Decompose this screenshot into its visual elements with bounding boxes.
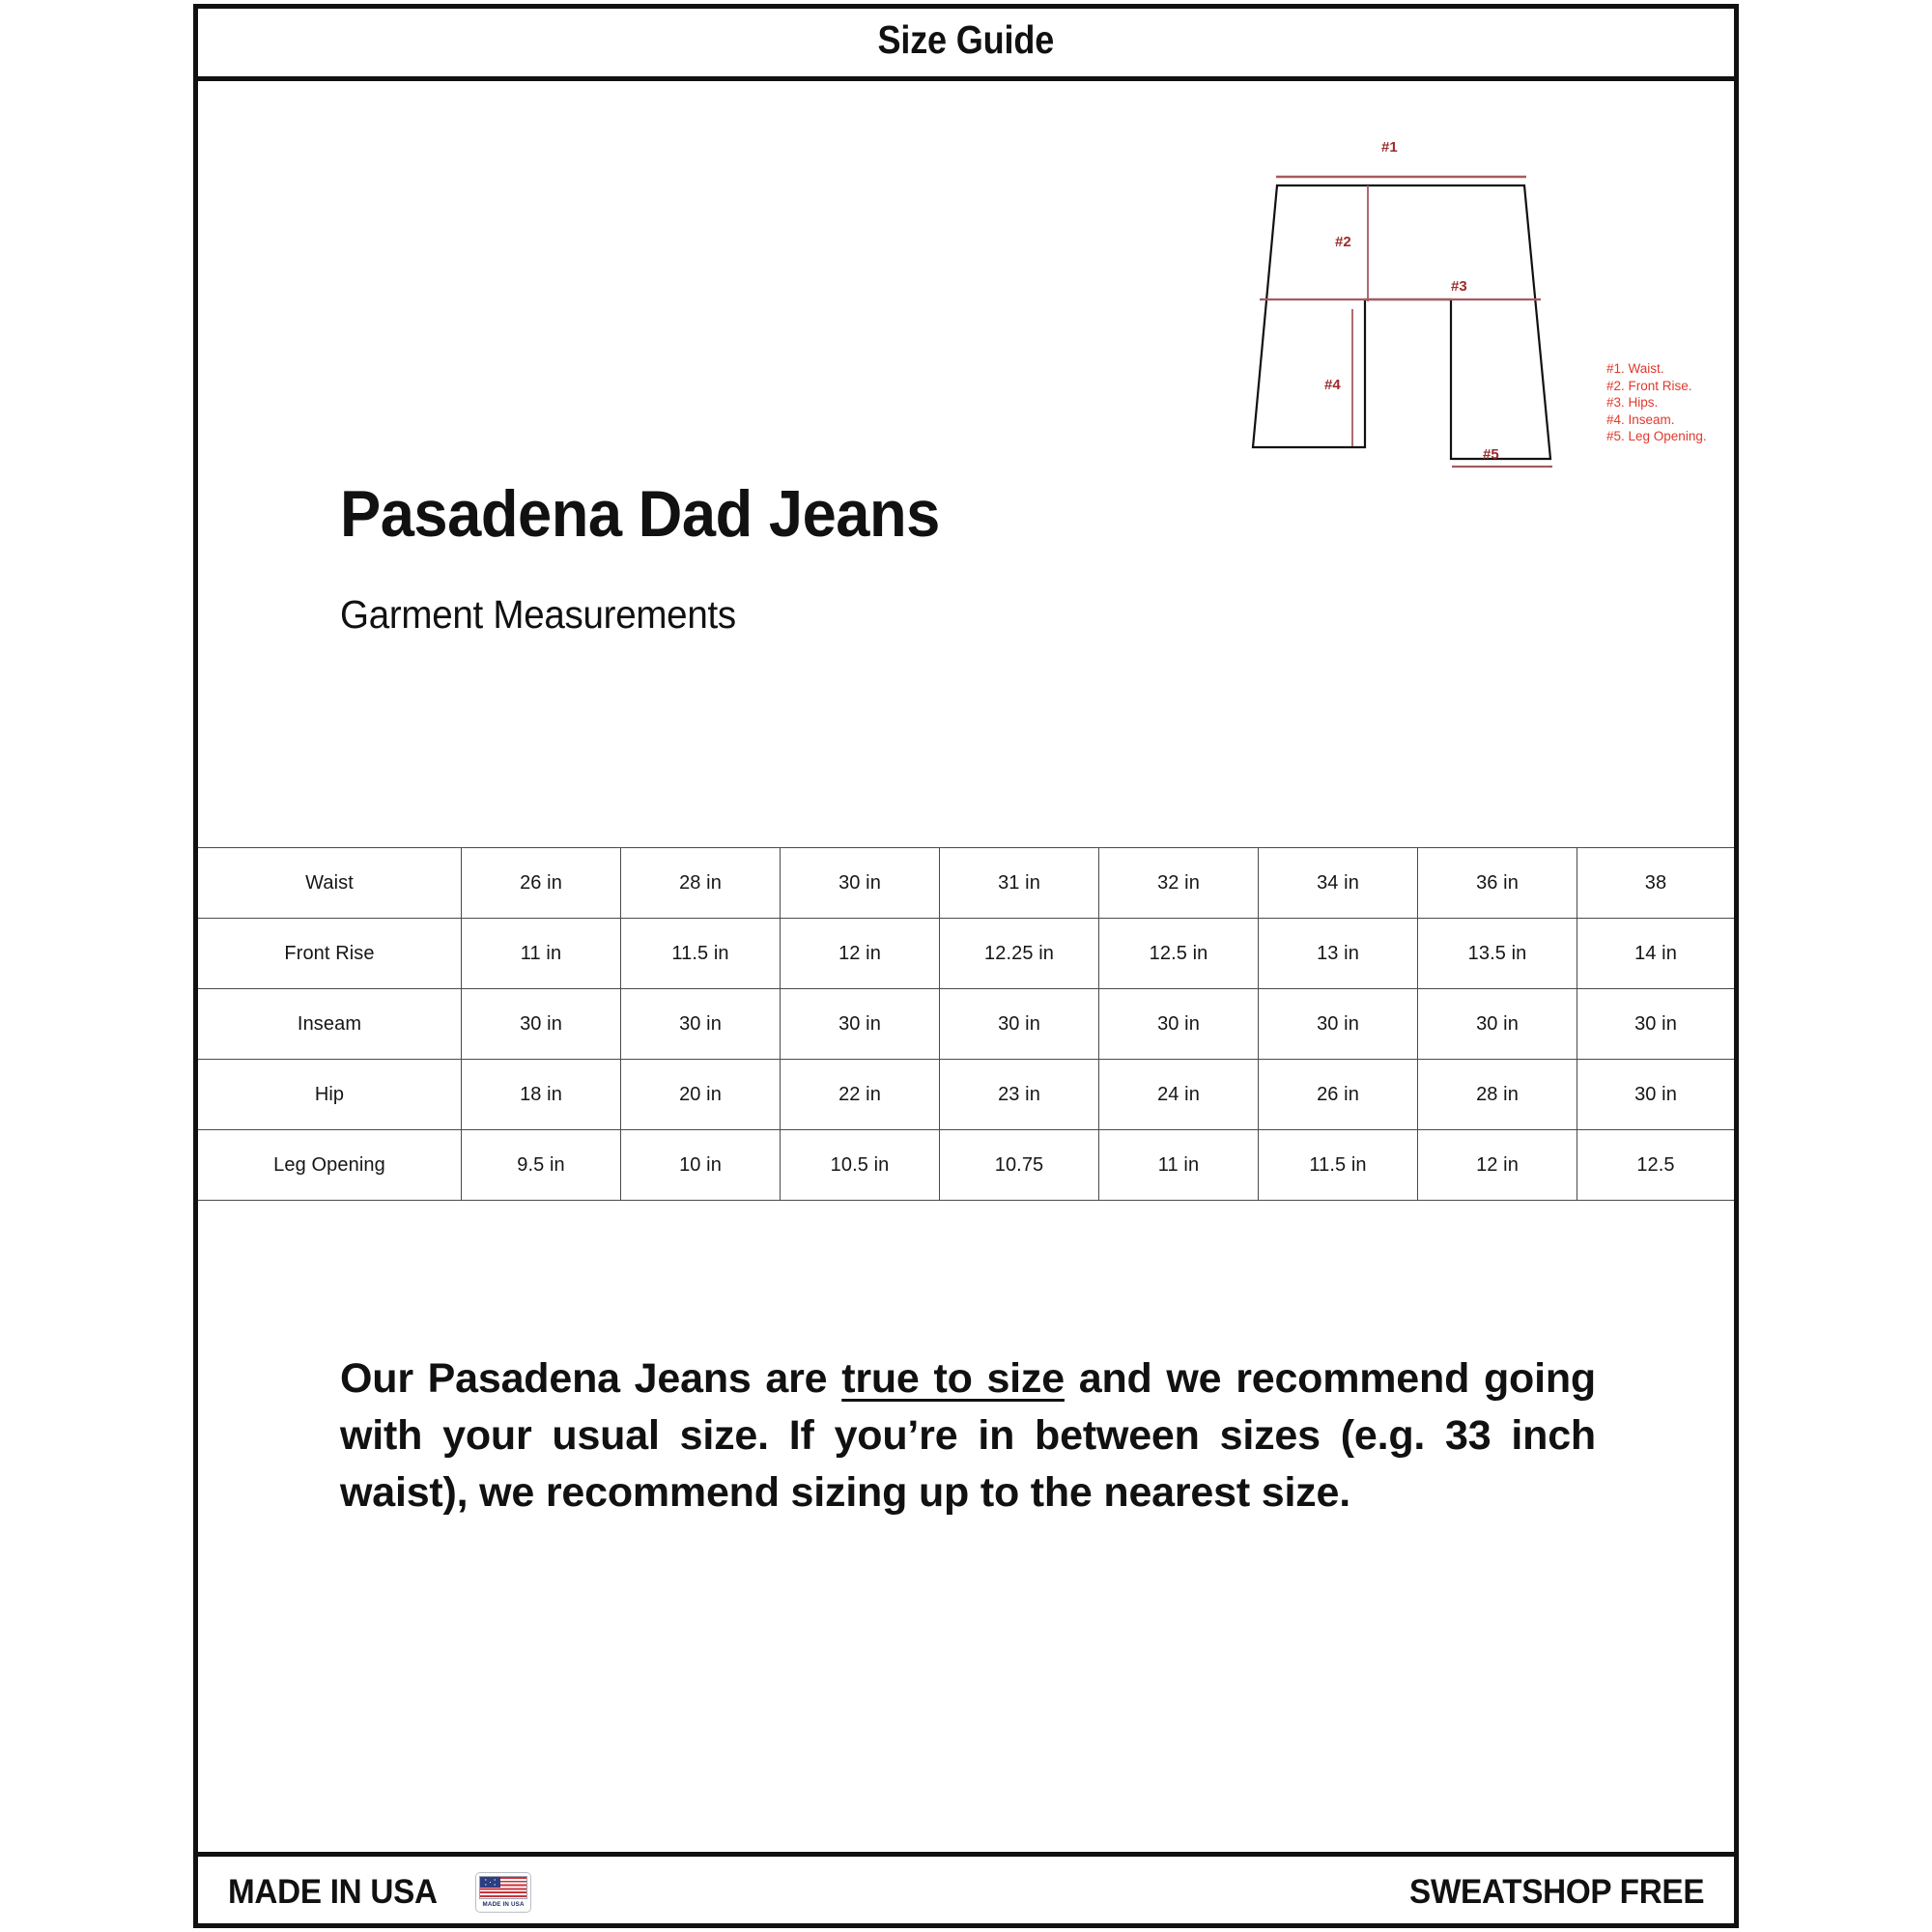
cell-leg-opening-6: 12 in xyxy=(1418,1130,1577,1201)
footer-band xyxy=(193,1852,1739,1928)
cell-inseam-4: 30 in xyxy=(1099,989,1259,1060)
table-row xyxy=(196,919,1737,989)
cell-waist-2: 30 in xyxy=(781,848,940,919)
sizing-recommendation xyxy=(340,1350,1596,1521)
legend-item-front-rise: #2. Front Rise. xyxy=(1606,378,1692,393)
cell-front-rise-1: 11.5 in xyxy=(621,919,781,989)
product-subtitle: Garment Measurements xyxy=(340,592,736,637)
cell-hip-1: 20 in xyxy=(621,1060,781,1130)
cell-leg-opening-7: 12.5 xyxy=(1577,1130,1737,1201)
reco-emphasis-true-to-size: true to size xyxy=(841,1355,1065,1402)
jeans-outline-path xyxy=(1253,185,1550,459)
callout-2-front-rise: #2 xyxy=(1335,234,1351,250)
cell-waist-5: 34 in xyxy=(1259,848,1418,919)
made-in-usa-label: MADE IN USA xyxy=(228,1873,438,1911)
callout-1-waist: #1 xyxy=(1381,139,1398,156)
cell-waist-4: 32 in xyxy=(1099,848,1259,919)
legend-item-hips: #3. Hips. xyxy=(1606,395,1659,411)
cell-leg-opening-1: 10 in xyxy=(621,1130,781,1201)
product-name: Pasadena Dad Jeans xyxy=(340,477,940,551)
cell-front-rise-4: 12.5 in xyxy=(1099,919,1259,989)
measurements-table xyxy=(193,847,1739,1201)
table-row xyxy=(196,1130,1737,1201)
table-row xyxy=(196,1060,1737,1130)
cell-front-rise-0: 11 in xyxy=(462,919,621,989)
cell-hip-2: 22 in xyxy=(781,1060,940,1130)
cell-hip-3: 23 in xyxy=(940,1060,1099,1130)
callout-5-leg-opening: #5 xyxy=(1483,446,1499,463)
reco-text-part1: Our Pasadena Jeans are xyxy=(340,1355,842,1402)
cell-inseam-5: 30 in xyxy=(1259,989,1418,1060)
row-label-waist: Waist xyxy=(196,848,462,919)
callout-4-inseam: #4 xyxy=(1324,377,1341,393)
row-label-leg-opening: Leg Opening xyxy=(196,1130,462,1201)
cell-hip-0: 18 in xyxy=(462,1060,621,1130)
header-band xyxy=(193,4,1739,81)
table-row xyxy=(196,989,1737,1060)
usa-flag-icon xyxy=(475,1872,531,1913)
cell-inseam-3: 30 in xyxy=(940,989,1099,1060)
cell-waist-1: 28 in xyxy=(621,848,781,919)
flag-stars xyxy=(481,1878,499,1887)
sweatshop-free-label: SWEATSHOP FREE xyxy=(1408,1873,1704,1911)
cell-front-rise-7: 14 in xyxy=(1577,919,1737,989)
cell-front-rise-3: 12.25 in xyxy=(940,919,1099,989)
row-label-front-rise: Front Rise xyxy=(196,919,462,989)
flag-stripes xyxy=(479,1876,527,1899)
page-title: Size Guide xyxy=(877,17,1055,62)
cell-front-rise-6: 13.5 in xyxy=(1418,919,1577,989)
cell-inseam-0: 30 in xyxy=(462,989,621,1060)
legend-item-inseam: #4. Inseam. xyxy=(1606,412,1675,427)
footer-left-group xyxy=(228,1872,531,1913)
product-title-block xyxy=(340,478,985,638)
cell-hip-7: 30 in xyxy=(1577,1060,1737,1130)
diagram-legend xyxy=(1606,360,1707,445)
cell-leg-opening-0: 9.5 in xyxy=(462,1130,621,1201)
legend-item-leg-opening: #5. Leg Opening. xyxy=(1606,429,1707,444)
legend-item-waist: #1. Waist. xyxy=(1606,361,1664,376)
cell-waist-3: 31 in xyxy=(940,848,1099,919)
cell-inseam-7: 30 in xyxy=(1577,989,1737,1060)
reco-text-part2: and we recommend going with your usual size. If you’re in between sizes (e.g. 33 inch waist), we recommend sizing up to the nearest size. xyxy=(340,1355,1596,1516)
cell-leg-opening-3: 10.75 xyxy=(940,1130,1099,1201)
row-label-inseam: Inseam xyxy=(196,989,462,1060)
jeans-diagram xyxy=(1251,139,1579,551)
cell-inseam-1: 30 in xyxy=(621,989,781,1060)
cell-inseam-2: 30 in xyxy=(781,989,940,1060)
cell-front-rise-5: 13 in xyxy=(1259,919,1418,989)
cell-leg-opening-5: 11.5 in xyxy=(1259,1130,1418,1201)
callout-3-hips: #3 xyxy=(1451,278,1467,295)
cell-hip-4: 24 in xyxy=(1099,1060,1259,1130)
cell-leg-opening-4: 11 in xyxy=(1099,1130,1259,1201)
cell-waist-7: 38 xyxy=(1577,848,1737,919)
table-row xyxy=(196,848,1737,919)
row-label-hip: Hip xyxy=(196,1060,462,1130)
cell-waist-6: 36 in xyxy=(1418,848,1577,919)
cell-inseam-6: 30 in xyxy=(1418,989,1577,1060)
cell-waist-0: 26 in xyxy=(462,848,621,919)
cell-hip-6: 28 in xyxy=(1418,1060,1577,1130)
cell-leg-opening-2: 10.5 in xyxy=(781,1130,940,1201)
cell-hip-5: 26 in xyxy=(1259,1060,1418,1130)
cell-front-rise-2: 12 in xyxy=(781,919,940,989)
flag-badge-caption: MADE IN USA xyxy=(482,1901,525,1908)
